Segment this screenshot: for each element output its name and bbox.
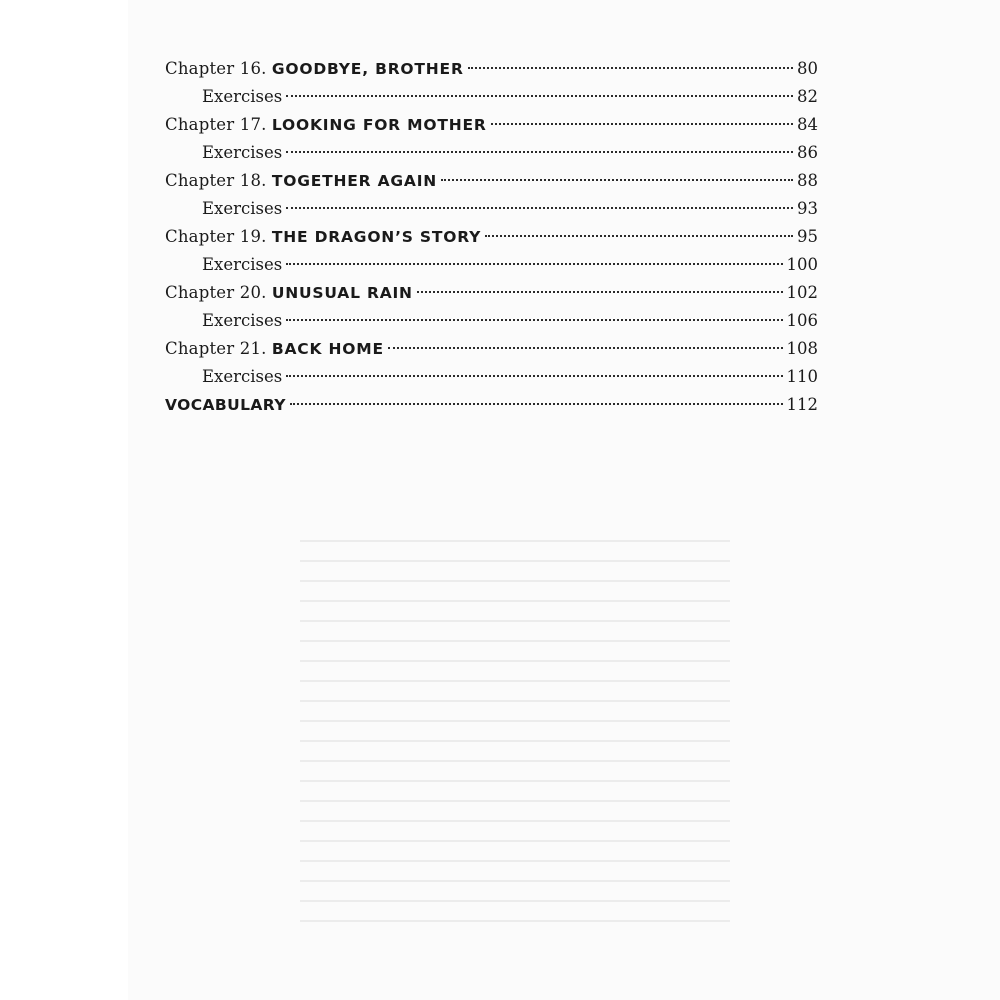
toc-exercises-19 [165, 251, 818, 279]
chapter-number: Chapter 16. [165, 59, 267, 78]
toc-exercises-18 [165, 195, 818, 223]
chapter-title: TOGETHER AGAIN [271, 172, 438, 190]
exercises-label: Exercises [202, 143, 283, 162]
toc-exercises-16 [165, 83, 818, 111]
dot-leader [468, 67, 793, 69]
chapter-number: Chapter 17. [165, 115, 267, 134]
page-number: 100 [786, 255, 818, 274]
page-number: 95 [797, 227, 818, 246]
dot-leader [286, 151, 793, 153]
page-number: 112 [786, 395, 818, 414]
dot-leader [286, 375, 782, 377]
table-of-contents [165, 55, 818, 419]
dot-leader [290, 403, 783, 405]
toc-exercises-21 [165, 363, 818, 391]
vocabulary-label: VOCABULARY [165, 396, 286, 414]
toc-chapter-16 [165, 55, 818, 83]
page-number: 102 [786, 283, 818, 302]
exercises-label: Exercises [202, 367, 283, 386]
dot-leader [286, 263, 782, 265]
chapter-title: THE DRAGON’S STORY [271, 228, 482, 246]
toc-vocabulary [165, 391, 818, 419]
dot-leader [286, 207, 793, 209]
dot-leader [441, 179, 793, 181]
chapter-title: UNUSUAL RAIN [271, 284, 413, 302]
chapter-number: Chapter 20. [165, 283, 267, 302]
page-number: 110 [786, 367, 818, 386]
exercises-label: Exercises [202, 87, 283, 106]
page-number: 84 [797, 115, 818, 134]
show-through-text [300, 540, 730, 940]
page-number: 93 [797, 199, 818, 218]
chapter-number: Chapter 21. [165, 339, 267, 358]
toc-chapter-19 [165, 223, 818, 251]
chapter-title: GOODBYE, BROTHER [271, 60, 464, 78]
toc-exercises-20 [165, 307, 818, 335]
dot-leader [388, 347, 783, 349]
exercises-label: Exercises [202, 255, 283, 274]
page-number: 106 [786, 311, 818, 330]
page-number: 108 [786, 339, 818, 358]
exercises-label: Exercises [202, 311, 283, 330]
chapter-title: BACK HOME [271, 340, 384, 358]
chapter-title: LOOKING FOR MOTHER [271, 116, 487, 134]
chapter-number: Chapter 19. [165, 227, 267, 246]
chapter-number: Chapter 18. [165, 171, 267, 190]
page-number: 82 [797, 87, 818, 106]
toc-chapter-18 [165, 167, 818, 195]
page-number: 80 [797, 59, 818, 78]
dot-leader [286, 319, 782, 321]
dot-leader [417, 291, 783, 293]
page-number: 86 [797, 143, 818, 162]
page-number: 88 [797, 171, 818, 190]
dot-leader [286, 95, 793, 97]
toc-chapter-17 [165, 111, 818, 139]
dot-leader [491, 123, 793, 125]
toc-exercises-17 [165, 139, 818, 167]
toc-chapter-21 [165, 335, 818, 363]
exercises-label: Exercises [202, 199, 283, 218]
dot-leader [485, 235, 793, 237]
toc-chapter-20 [165, 279, 818, 307]
